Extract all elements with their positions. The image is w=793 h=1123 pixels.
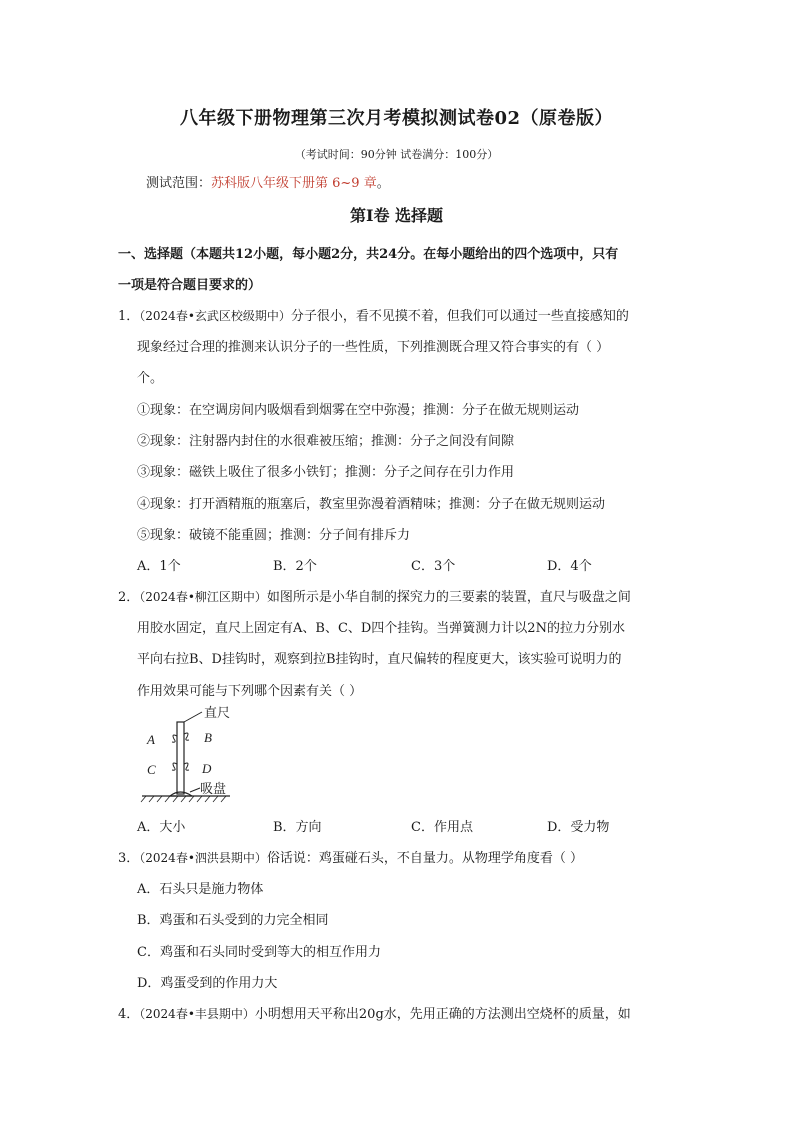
option-a: A．大小 [137, 820, 186, 835]
question-source: （2024春•丰县期中） [139, 1007, 255, 1021]
option-b: B．2个 [273, 559, 317, 574]
question-4-line1 [118, 1003, 631, 1022]
exam-subtitle: （考试时间：90分钟 试卷满分：100分） [294, 148, 499, 161]
suction-cup-leader-line [190, 788, 200, 792]
question-1-line1 [118, 305, 629, 324]
question-source: （2024春•柳江区期中） [139, 590, 267, 604]
test-scope-value: 苏科版八年级下册第 6~9 章 [211, 176, 377, 191]
question-3-line1 [118, 847, 583, 866]
ruler-suction-cup-figure [140, 700, 250, 805]
question-3-option-b: B．鸡蛋和石头受到的力完全相同 [137, 913, 329, 928]
question-1-line3: 个。 [137, 371, 164, 386]
question-stem: 小明想用天平称出20g水，先用正确的方法测出空烧杯的质量，如 [254, 1007, 631, 1022]
test-scope-prefix: 测试范围： [146, 176, 212, 191]
question-1-item-4: ④现象：打开酒精瓶的瓶塞后，教室里弥漫着酒精味；推测：分子在做无规则运动 [137, 497, 606, 512]
question-source: （2024春•泗洪县期中） [139, 851, 267, 865]
hook-b [184, 733, 189, 740]
question-1-item-3: ③现象：磁铁上吸住了很多小铁钉；推测：分子之间存在引力作用 [137, 465, 515, 480]
part1-heading-line1: 一、选择题（本题共12小题，每小题2分，共24分。在每小题给出的四个选项中，只有 [118, 247, 619, 262]
question-2-line1 [118, 586, 631, 605]
question-number: 1． [118, 309, 140, 324]
hook-c-label: C [147, 762, 156, 777]
test-scope-suffix: 。 [376, 176, 390, 191]
question-2-line3: 平向右拉B、D挂钩时，观察到拉B挂钩时，直尺偏转的程度更大，该实验可说明力的 [137, 652, 622, 667]
option-d: D．4个 [547, 559, 592, 574]
ruler-leader-line [184, 712, 202, 722]
question-3-option-a: A．石头只是施力物体 [137, 882, 264, 897]
question-stem: 如图所示是小华自制的探究力的三要素的装置，直尺与吸盘之间 [266, 590, 631, 605]
question-1-item-2: ②现象：注射器内封住的水很难被压缩；推测：分子之间没有间隙 [137, 434, 515, 449]
section-heading: 第Ⅰ卷 选择题 [349, 206, 444, 225]
option-d: D．受力物 [547, 820, 610, 835]
question-number: 2． [118, 590, 140, 605]
question-3-option-d: D．鸡蛋受到的作用力大 [137, 976, 278, 991]
question-2-options [137, 816, 657, 834]
suction-cup-label: 吸盘 [200, 781, 227, 796]
question-2-line2: 用胶水固定，直尺上固定有A、B、C、D四个挂钩。当弹簧测力计以2N的拉力分别水 [137, 621, 625, 636]
hook-b-label: B [204, 730, 212, 745]
question-number: 4． [118, 1007, 140, 1022]
question-source: （2024春•玄武区校级期中） [139, 309, 291, 323]
hook-d [184, 763, 189, 770]
option-b: B．方向 [273, 820, 322, 835]
exam-title: 八年级下册物理第三次月考模拟测试卷02（原卷版） [179, 108, 614, 129]
question-1-item-5: ⑤现象：破镜不能重圆；推测：分子间有排斥力 [137, 528, 411, 543]
question-stem: 俗话说：鸡蛋碰石头，不自量力。从物理学角度看（ ） [266, 851, 584, 866]
ruler-label: 直尺 [204, 705, 231, 720]
test-scope [146, 172, 390, 191]
option-a: A．1个 [137, 559, 181, 574]
hook-d-label: D [202, 761, 212, 776]
hook-c [172, 763, 177, 770]
ground-hatch [141, 796, 226, 802]
option-c: C．3个 [411, 559, 456, 574]
option-c: C．作用点 [411, 820, 473, 835]
question-2-line4: 作用效果可能与下列哪个因素有关（ ） [137, 684, 363, 699]
question-stem: 分子很小，看不见摸不着，但我们可以通过一些直接感知的 [290, 309, 629, 324]
question-1-item-1: ①现象：在空调房间内吸烟看到烟雾在空中弥漫；推测：分子在做无规则运动 [137, 403, 580, 418]
question-1-options [137, 555, 657, 573]
part1-heading-line2: 一项是符合题目要求的） [118, 278, 262, 293]
question-1-line2: 现象经过合理的推测来认识分子的一些性质，下列推测既合理又符合事实的有（ ） [137, 340, 610, 355]
ruler [177, 722, 184, 794]
hook-a-label: A [147, 732, 155, 747]
question-3-option-c: C．鸡蛋和石头同时受到等大的相互作用力 [137, 945, 381, 960]
hook-a [172, 735, 177, 742]
question-number: 3． [118, 851, 140, 866]
